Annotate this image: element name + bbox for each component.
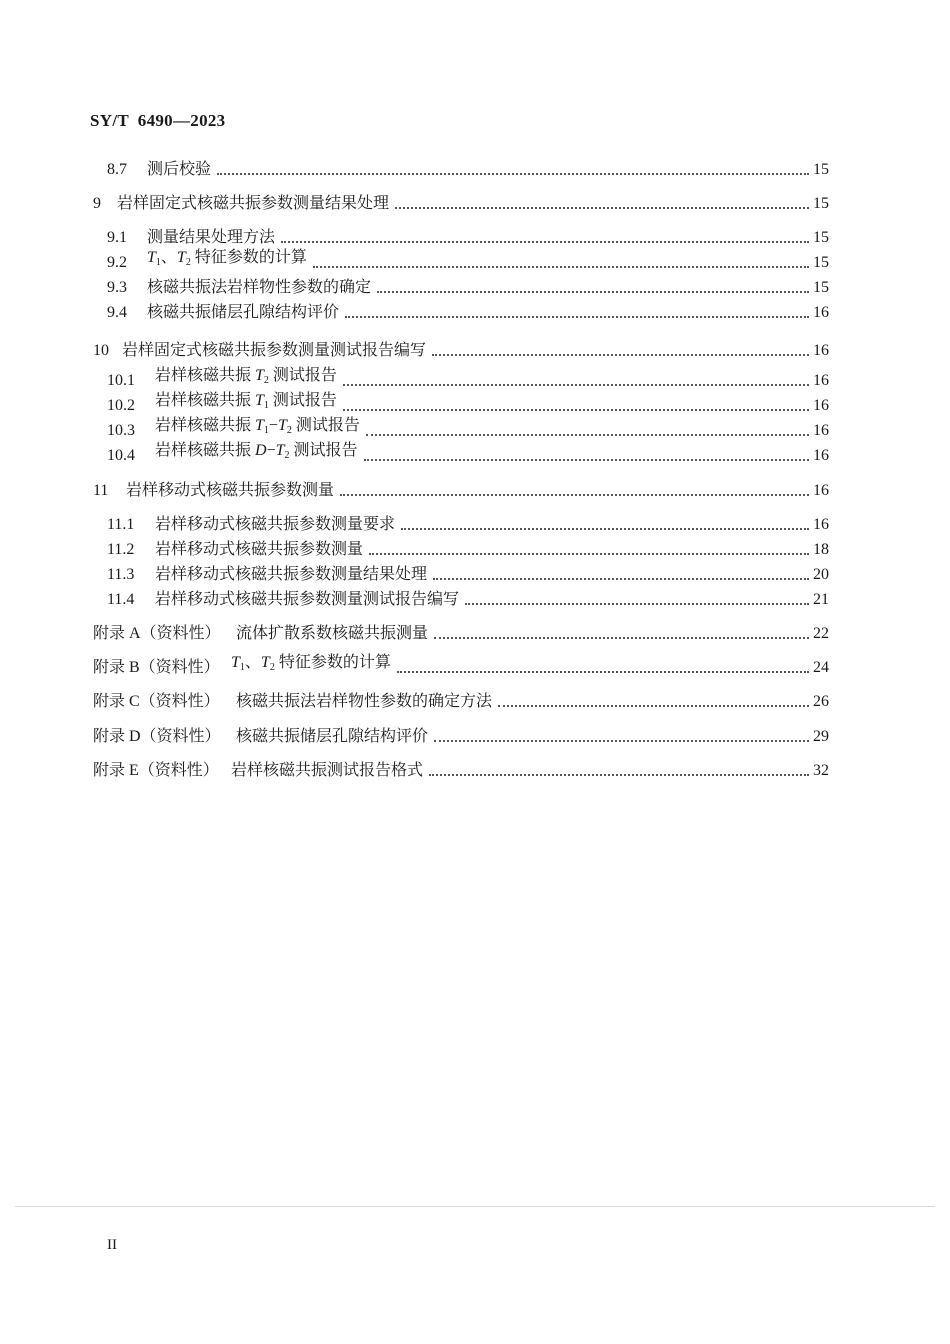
toc-entry-title: 测后校验: [147, 161, 212, 178]
toc-entry-number: 10.3: [107, 422, 135, 439]
toc-entry[interactable]: [93, 190, 829, 214]
toc-entry[interactable]: [107, 392, 829, 416]
toc-entry-title: 核磁共振法岩样物性参数的确定方法: [236, 693, 493, 710]
toc-entry-title: 核磁共振储层孔隙结构评价: [147, 304, 340, 321]
toc-entry-title: 流体扩散系数核磁共振测量: [236, 625, 429, 642]
toc-entry-title: 岩样核磁共振 $D-T_2$ 测试报告: [155, 442, 358, 461]
toc-entry-page: 22: [813, 625, 829, 642]
toc-entry-number: 10: [93, 342, 109, 359]
toc-entry-title: 核磁共振法岩样物性参数的确定: [147, 279, 372, 296]
toc-entry-title: 岩样固定式核磁共振参数测量结果处理: [117, 195, 390, 212]
toc-dot-leader: [364, 459, 809, 461]
toc-entry[interactable]: [107, 442, 829, 466]
toc-entry-page: 15: [813, 279, 829, 296]
toc-entry-page: 15: [813, 195, 829, 212]
toc-entry-page: 16: [813, 482, 829, 499]
toc-entry[interactable]: [107, 586, 829, 610]
toc-entry-number: 10.2: [107, 397, 135, 414]
toc-entry-number: 8.7: [107, 161, 127, 178]
toc-entry-number: 11.3: [107, 566, 135, 583]
toc-entry-number: 11.2: [107, 541, 135, 558]
toc-dot-leader: [397, 671, 809, 673]
toc-entry-number: 10.1: [107, 372, 135, 389]
toc-entry[interactable]: [107, 299, 829, 323]
toc-entry-title: $T_1$、$T_2$ 特征参数的计算: [231, 654, 391, 673]
toc-entry-number: 9: [93, 195, 101, 212]
toc-entry-page: 16: [813, 422, 829, 439]
toc-entry-title: 岩样固定式核磁共振参数测量测试报告编写: [122, 342, 427, 359]
toc-dot-leader: [432, 354, 809, 356]
toc-dot-leader: [343, 384, 809, 386]
toc-entry-title: 岩样核磁共振测试报告格式: [231, 762, 424, 779]
toc-entry-page: 16: [813, 342, 829, 359]
toc-entry[interactable]: [93, 620, 829, 644]
toc-dot-leader: [401, 528, 809, 530]
toc-entry-title: 岩样移动式核磁共振参数测量: [126, 482, 335, 499]
toc-dot-leader: [434, 637, 809, 639]
toc-dot-leader: [433, 578, 809, 580]
toc-dot-leader: [465, 603, 809, 605]
toc-entry-number: 11.4: [107, 591, 135, 608]
toc-entry-number: 11.1: [107, 516, 135, 533]
toc-entry[interactable]: [107, 511, 829, 535]
toc-entry-title: $T_1$、$T_2$ 特征参数的计算: [147, 249, 307, 268]
toc-entry[interactable]: [107, 156, 829, 180]
toc-entry-page: 20: [813, 566, 829, 583]
toc-dot-leader: [340, 494, 809, 496]
toc-entry-title: 核磁共振储层孔隙结构评价: [236, 728, 429, 745]
toc-dot-leader: [434, 740, 809, 742]
toc-dot-leader: [313, 266, 809, 268]
toc-entry-title: 岩样核磁共振 $T_2$ 测试报告: [155, 367, 337, 386]
toc-entry-number: 9.2: [107, 254, 127, 271]
toc-entry[interactable]: [107, 274, 829, 298]
toc-entry[interactable]: [93, 337, 829, 361]
footer-divider: [15, 1206, 935, 1207]
toc-entry-title: 岩样核磁共振 $T_1$ 测试报告: [155, 392, 337, 411]
toc-entry-page: 21: [813, 591, 829, 608]
toc-entry-number: 附录 D（资料性）: [93, 728, 221, 745]
toc-entry-page: 29: [813, 728, 829, 745]
toc-entry-page: 16: [813, 447, 829, 464]
toc-entry-page: 24: [813, 659, 829, 676]
toc-entry-title: 岩样移动式核磁共振参数测量要求: [155, 516, 396, 533]
toc-entry-number: 11: [93, 482, 109, 499]
toc-entry-page: 32: [813, 762, 829, 779]
page-number: II: [107, 1237, 117, 1253]
toc-dot-leader: [217, 173, 809, 175]
toc-entry-title: 岩样核磁共振 $T_1-T_2$ 测试报告: [155, 417, 360, 436]
toc-entry[interactable]: [93, 688, 829, 712]
toc-entry-number: 附录 B（资料性）: [93, 659, 220, 676]
toc-entry-number: 9.1: [107, 229, 127, 246]
toc-entry[interactable]: [93, 723, 829, 747]
toc-entry-title: 测量结果处理方法: [147, 229, 276, 246]
toc-entry[interactable]: [93, 477, 829, 501]
toc-dot-leader: [429, 774, 809, 776]
toc-dot-leader: [498, 705, 809, 707]
toc-entry[interactable]: [107, 417, 829, 441]
toc-entry-page: 15: [813, 229, 829, 246]
toc-entry[interactable]: [93, 757, 829, 781]
toc-entry[interactable]: [107, 224, 829, 248]
toc-entry[interactable]: [107, 367, 829, 391]
toc-entry-number: 9.4: [107, 304, 127, 321]
toc-dot-leader: [343, 409, 809, 411]
toc-dot-leader: [281, 241, 809, 243]
toc-entry[interactable]: [107, 249, 829, 273]
toc-entry-title: 岩样移动式核磁共振参数测量测试报告编写: [155, 591, 460, 608]
toc-entry-title: 岩样移动式核磁共振参数测量: [155, 541, 364, 558]
toc-entry[interactable]: [107, 561, 829, 585]
toc-entry-page: 18: [813, 541, 829, 558]
toc-entry-page: 26: [813, 693, 829, 710]
toc-dot-leader: [345, 316, 809, 318]
document-code: SY/T 6490—2023: [90, 111, 226, 130]
toc-entry-page: 16: [813, 397, 829, 414]
toc-entry-number: 附录 A（资料性）: [93, 625, 221, 642]
toc-entry-page: 16: [813, 304, 829, 321]
toc-entry[interactable]: [93, 654, 829, 678]
toc-entry-number: 10.4: [107, 447, 135, 464]
toc-dot-leader: [369, 553, 809, 555]
toc-entry-page: 15: [813, 254, 829, 271]
toc-entry-number: 附录 E（资料性）: [93, 762, 219, 779]
toc-dot-leader: [366, 434, 809, 436]
toc-entry-page: 16: [813, 372, 829, 389]
toc-entry-page: 16: [813, 516, 829, 533]
toc-entry-title: 岩样移动式核磁共振参数测量结果处理: [155, 566, 428, 583]
toc-entry-number: 9.3: [107, 279, 127, 296]
toc-dot-leader: [395, 207, 809, 209]
toc-entry[interactable]: [107, 536, 829, 560]
toc-entry-page: 15: [813, 161, 829, 178]
toc-dot-leader: [377, 291, 809, 293]
toc-entry-number: 附录 C（资料性）: [93, 693, 220, 710]
